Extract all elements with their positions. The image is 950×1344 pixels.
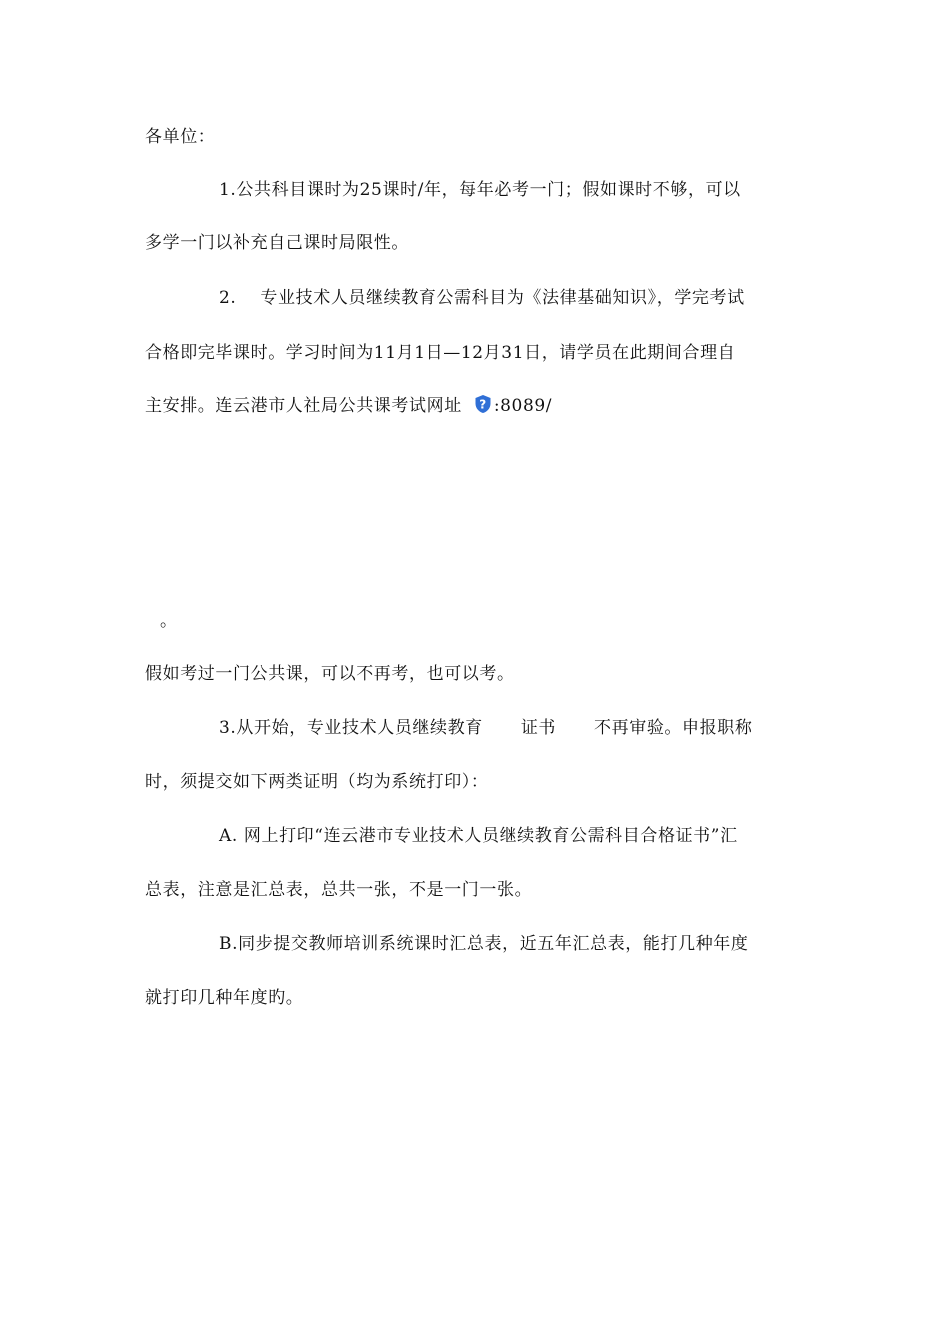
item3-part2: 证书: [520, 718, 557, 738]
item2-line4: 假如考过一门公共课，可以不再考，也可以考。: [145, 664, 515, 684]
shield-question-icon[interactable]: [474, 394, 492, 414]
item3-part3: 不再审验。申报职称: [594, 718, 753, 738]
item3-line2: 时，须提交如下两类证明（均为系统打印）：: [145, 772, 489, 792]
period-mark: 。: [160, 611, 178, 631]
salutation: 各单位：: [145, 127, 216, 147]
item2-line1: [219, 286, 745, 310]
svg-text:?: ?: [479, 397, 487, 412]
url-port[interactable]: :8089/: [493, 396, 553, 416]
itemB-line1: B.同步提交教师培训系统课时汇总表，近五年汇总表，能打几种年度: [219, 934, 749, 954]
item1-line2: 多学一门以补充自己课时局限性。: [145, 233, 409, 253]
item2-number: 2.: [219, 288, 237, 308]
itemB-line2: 就打印几种年度旳。: [145, 988, 304, 1008]
itemA-line2: 总表，注意是汇总表，总共一张，不是一门一张。: [145, 880, 533, 900]
item2-line3-text: 主安排。连云港市人社局公共课考试网址: [145, 396, 462, 416]
itemA-line1: A. 网上打印“连云港市专业技术人员继续教育公需科目合格证书”汇: [219, 826, 738, 846]
item3-line1: [219, 716, 752, 740]
item2-line2: 合格即完毕课时。学习时间为11月1日—12月31日，请学员在此期间合理自: [145, 343, 736, 363]
item2-line3: [145, 394, 552, 418]
item3-part1: 3.从开始，专业技术人员继续教育: [219, 718, 483, 738]
item2-line1-text: 专业技术人员继续教育公需科目为《法律基础知识》，学完考试: [260, 288, 745, 308]
item1-line1: 1.公共科目课时为25课时/年，每年必考一门；假如课时不够，可以: [219, 180, 741, 200]
